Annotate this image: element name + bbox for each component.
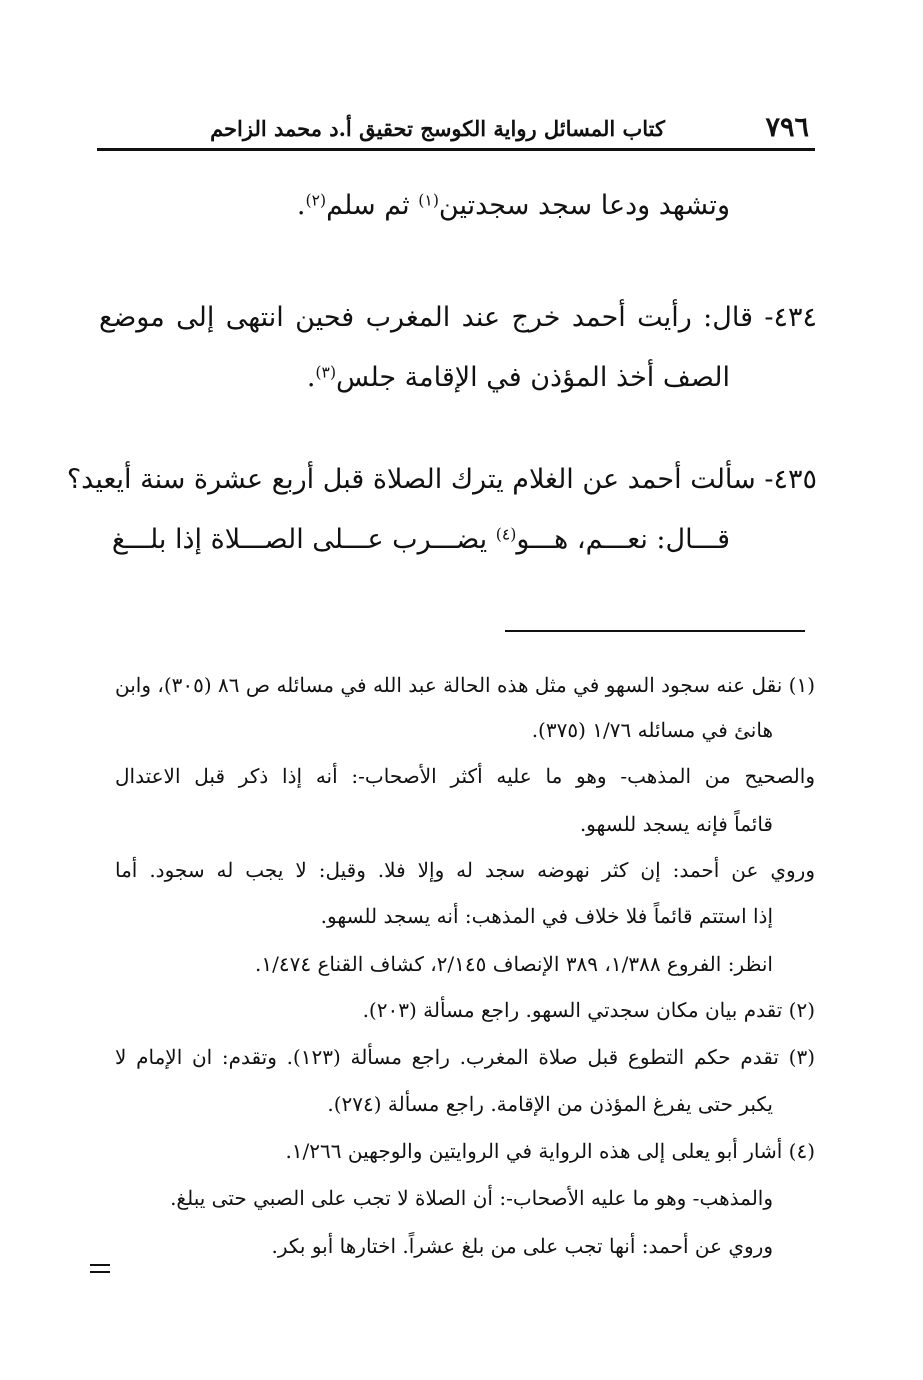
footnote-line: هانئ في مسائله ١/٧٦ (٣٧٥). (531, 718, 773, 742)
footnote-line: وروي عن أحمد: إن كثر نهوضه سجد له وإلا فلا. وقيل: لا يجب له سجود. أما (115, 858, 815, 882)
footnote-line: قائماً فإنه يسجد للسهو. (579, 812, 773, 836)
question-434-line-2: الصف أخذ المؤذن في الإقامة جلس$^{(٣)}$. (306, 362, 730, 393)
footnote-line: والمذهب- وهو ما عليه الأصحاب-: أن الصلاة لا تجب على الصبي حتى يبلغ. (170, 1186, 773, 1210)
question-434-line-1: ٤٣٤- قال: رأيت أحمد خرج عند المغرب فحين انتهى إلى موضع (99, 302, 817, 333)
footnote-separator (505, 630, 805, 632)
footnote-ref-4: (٤) (495, 524, 517, 544)
question-435-line-1: ٤٣٥- سألت أحمد عن الغلام يترك الصلاة قبل أربع عشرة سنة أيعيد؟ (66, 464, 817, 495)
footnote-line: انظر: الفروع ١/٣٨٨، ٣٨٩ الإنصاف ٢/١٤٥، كشاف القناع ١/٤٧٤. (255, 952, 773, 976)
continuation-marker (90, 1264, 110, 1278)
running-title: كتاب المسائل رواية الكوسج تحقيق أ.د محمد الزاحم (210, 116, 665, 141)
page-number: ٧٩٦ (765, 112, 809, 143)
footnote-line: والصحيح من المذهب- وهو ما عليه أكثر الأصحاب-: أنه إذا ذكر قبل الاعتدال (115, 764, 815, 788)
footnote-line: (٣) تقدم حكم التطوع قبل صلاة المغرب. راجع مسألة (١٢٣). وتقدم: ان الإمام لا (115, 1045, 815, 1069)
footnote-line: (٢) تقدم بيان مكان سجدتي السهو. راجع مسألة (٢٠٣). (362, 998, 815, 1022)
footnote-line: يكبر حتى يفرغ المؤذن من الإقامة. راجع مسألة (٢٧٤). (327, 1092, 773, 1116)
footnote-line: (٤) أشار أبو يعلى إلى هذه الرواية في الروايتين والوجهين ١/٢٦٦. (285, 1139, 815, 1163)
question-435-line-2: قـــال: نعـــم، هـــو$^{(٤)}$ يضـــرب عـــلى الصـــلاة إذا بلـــغ (111, 524, 730, 555)
footnote-ref-1: (١) (418, 190, 439, 210)
footnote-line: إذا استتم قائماً فلا خلاف في المذهب: أنه يسجد للسهو. (320, 904, 773, 928)
footnote-line: وروي عن أحمد: أنها تجب على من بلغ عشراً. اختارها أبو بكر. (271, 1234, 773, 1258)
body-line-1: وتشهد ودعا سجد سجدتين$^{(١)}$ ثم سلم$^{(٢)}$. (296, 190, 730, 221)
footnote-ref-2: (٢) (305, 190, 327, 210)
footnote-line: (١) نقل عنه سجود السهو في مثل هذه الحالة عبد الله في مسائله ص ٨٦ (٣٠٥)، وابن (115, 673, 816, 697)
footnote-ref-3: (٣) (315, 362, 337, 382)
page-header (97, 108, 815, 151)
